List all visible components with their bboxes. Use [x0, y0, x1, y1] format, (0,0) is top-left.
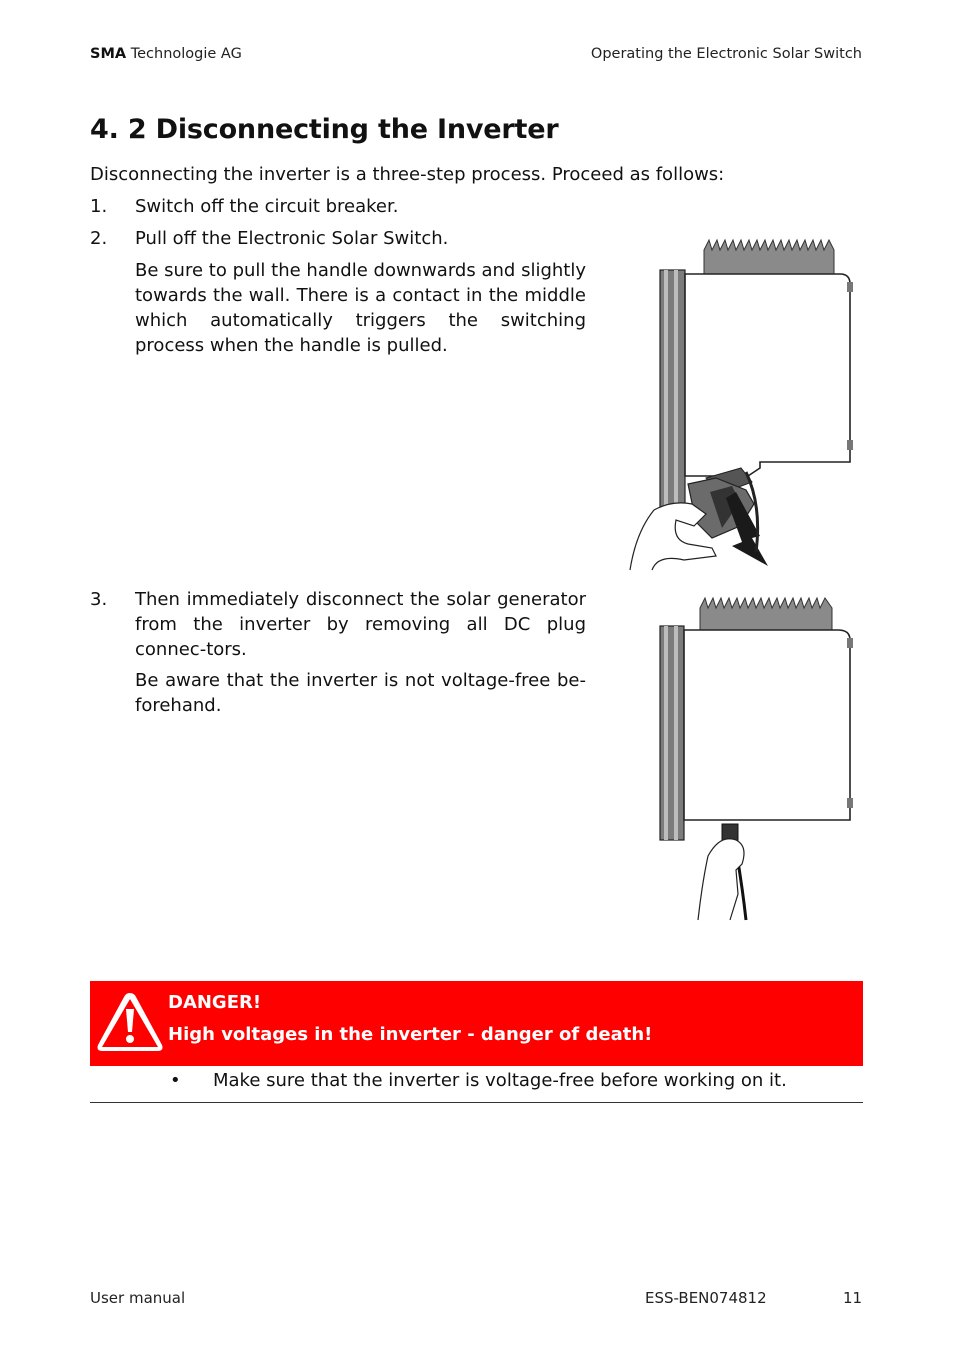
- footer-doc-type: User manual: [90, 1289, 186, 1307]
- danger-bullet: •: [170, 1070, 181, 1091]
- inverter-dc-plug-removal-illustration: [656, 594, 858, 924]
- company-name: Technologie AG: [130, 46, 242, 62]
- hand-icon: [698, 839, 744, 920]
- footer-page-number: 11: [843, 1289, 863, 1307]
- danger-subtitle: High voltages in the inverter - danger of death!: [168, 1024, 653, 1045]
- step-2-note: Be sure to pull the handle downwards and slightly towards the wall. There is a contact in the middle which automatically triggers the switching process when the handle is pulled.: [135, 260, 586, 356]
- step-3-number: 3.: [90, 589, 108, 610]
- step-1-number: 1.: [90, 196, 108, 217]
- inverter-ess-removal-illustration: [628, 236, 858, 576]
- step-2-text: Pull off the Electronic Solar Switch.: [135, 228, 449, 249]
- heatsink-fins-icon: [700, 598, 832, 632]
- step-3-text: Then immediately disconnect the solar generator from the inverter by removing all DC plug connec-tors.: [135, 589, 586, 660]
- footer-doc-code: ESS-BEN074812: [645, 1289, 767, 1307]
- danger-instruction: Make sure that the inverter is voltage-free before working on it.: [213, 1070, 787, 1091]
- step-3-note: Be aware that the inverter is not voltage-free be-forehand.: [135, 670, 586, 716]
- step-2-number: 2.: [90, 228, 108, 249]
- danger-title: DANGER!: [168, 992, 262, 1013]
- intro-text: Disconnecting the inverter is a three-step process. Proceed as follows:: [90, 164, 725, 185]
- company-brand: SMA: [90, 46, 127, 62]
- step-1-text: Switch off the circuit breaker.: [135, 196, 399, 217]
- hand-icon: [630, 503, 716, 570]
- page-heading: 4. 2 Disconnecting the Inverter: [90, 114, 559, 145]
- heatsink-fins-icon: [704, 240, 834, 274]
- header-company: [90, 46, 242, 62]
- danger-bottom-rule: [90, 1102, 863, 1103]
- warning-triangle-icon: [94, 989, 166, 1057]
- header-section-title: Operating the Electronic Solar Switch: [590, 46, 862, 62]
